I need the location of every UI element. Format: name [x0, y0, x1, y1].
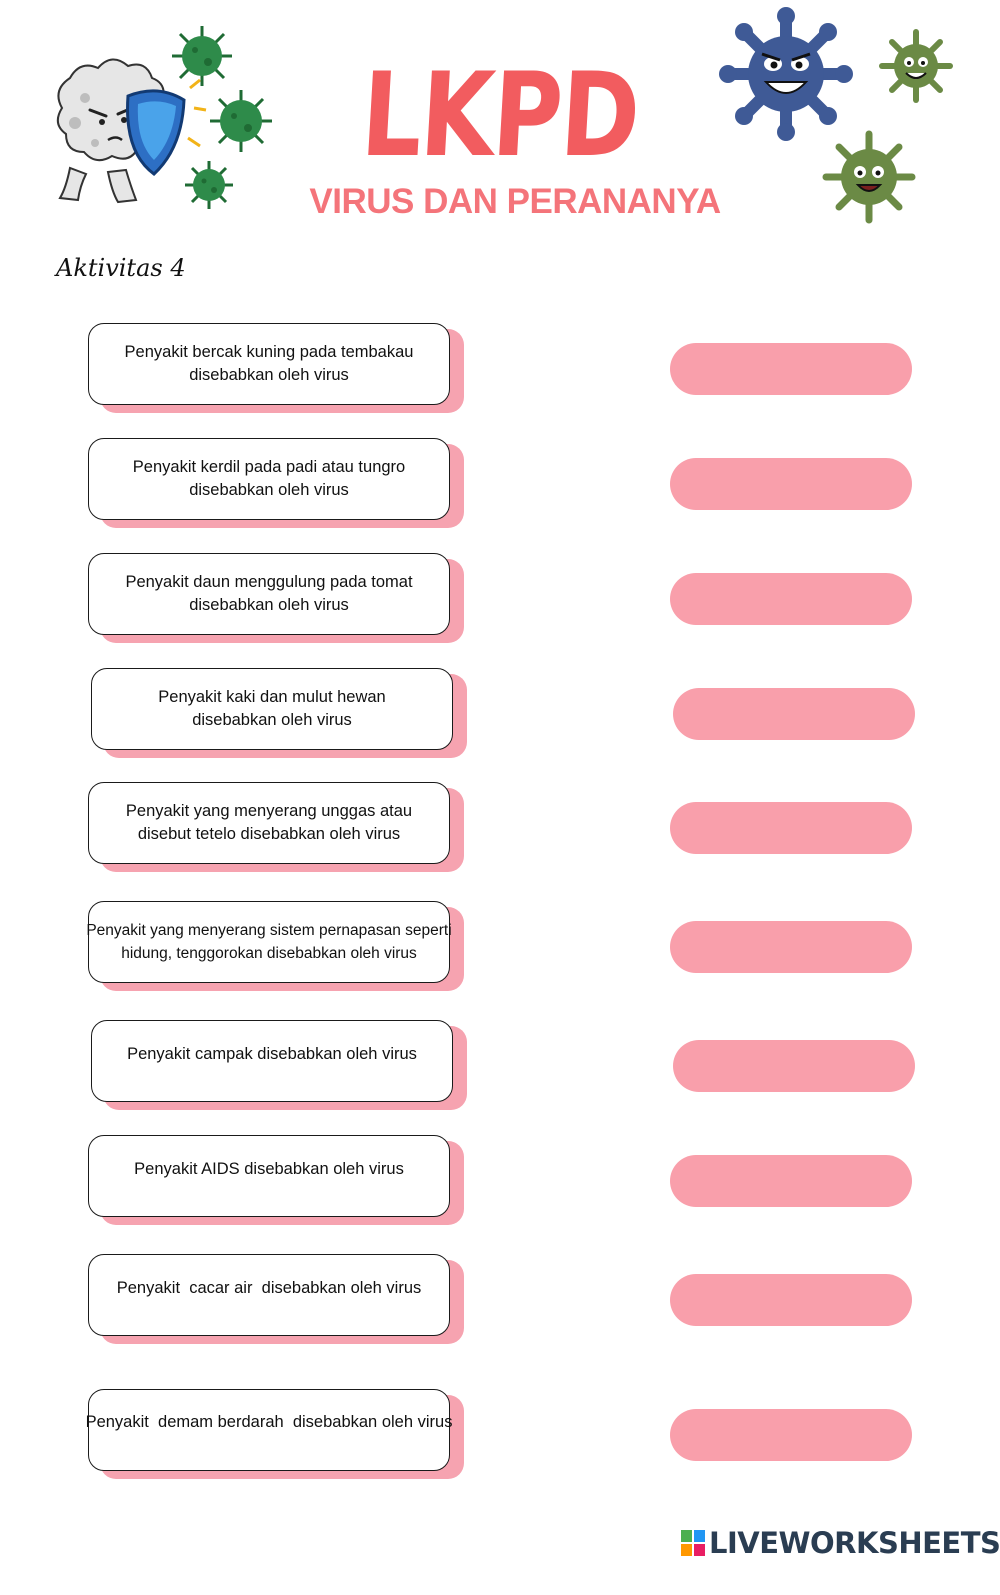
activity-label: Aktivitas 4: [56, 254, 186, 282]
liveworksheets-logo: [681, 1526, 1000, 1560]
page-subtitle: VIRUS DAN PERANANYA: [309, 182, 721, 221]
question-box: [88, 782, 450, 864]
answer-input[interactable]: [670, 802, 912, 854]
liveworksheets-logo-text: LIVEWORKSHEETS: [709, 1526, 1000, 1560]
olive-virus-icon: [820, 128, 918, 226]
question-card: [88, 782, 466, 870]
question-text: Penyakit daun menggulung pada tomat disebabkan oleh virus: [125, 573, 413, 614]
question-box: [88, 553, 450, 635]
green-virus-icon: [168, 22, 236, 90]
question-box: [88, 323, 450, 405]
question-card: [88, 438, 466, 526]
question-card: [88, 1135, 466, 1223]
question-box: [88, 1254, 450, 1336]
question-card: [88, 323, 466, 411]
question-box: [88, 901, 450, 983]
answer-input[interactable]: [673, 1040, 915, 1092]
question-card: [91, 668, 469, 756]
question-text: Penyakit campak disebabkan oleh virus: [127, 1045, 417, 1063]
page-title: LKPD: [357, 48, 643, 183]
answer-input[interactable]: [670, 343, 912, 395]
question-text: Penyakit yang menyerang unggas atau disebut tetelo disebabkan oleh virus: [125, 802, 413, 843]
question-text: Penyakit demam berdarah disebabkan oleh virus: [85, 1412, 453, 1431]
question-text: Penyakit cacar air disebabkan oleh virus: [116, 1279, 422, 1297]
question-text: Penyakit kerdil pada padi atau tungro disebabkan oleh virus: [132, 458, 406, 499]
question-text: Penyakit kaki dan mulut hewan disebabkan oleh virus: [158, 688, 386, 729]
green-virus-icon: [182, 158, 236, 212]
question-card: [91, 1020, 469, 1108]
question-box: [85, 1389, 453, 1471]
question-card: [88, 901, 466, 989]
question-card: [88, 553, 466, 641]
answer-input[interactable]: [670, 921, 912, 973]
question-box: [91, 668, 453, 750]
question-text: Penyakit yang menyerang sistem pernapasan seperti hidung, tenggorokan disebabkan oleh virus: [86, 922, 452, 962]
liveworksheets-logo-icon: [681, 1530, 705, 1556]
answer-input[interactable]: [670, 573, 912, 625]
question-text: Penyakit AIDS disebabkan oleh virus: [134, 1160, 404, 1178]
answer-input[interactable]: [670, 1274, 912, 1326]
question-card: [88, 1254, 466, 1342]
answer-input[interactable]: [670, 458, 912, 510]
answer-input[interactable]: [670, 1409, 912, 1461]
question-box: [88, 1135, 450, 1217]
question-box: [88, 438, 450, 520]
question-card: [85, 1389, 466, 1477]
answer-input[interactable]: [670, 1155, 912, 1207]
blue-virus-monster-icon: [718, 6, 854, 142]
olive-virus-icon: [876, 26, 956, 106]
answer-input[interactable]: [673, 688, 915, 740]
green-virus-icon: [206, 86, 276, 156]
question-text: Penyakit bercak kuning pada tembakau disebabkan oleh virus: [124, 343, 414, 384]
question-box: [91, 1020, 453, 1102]
